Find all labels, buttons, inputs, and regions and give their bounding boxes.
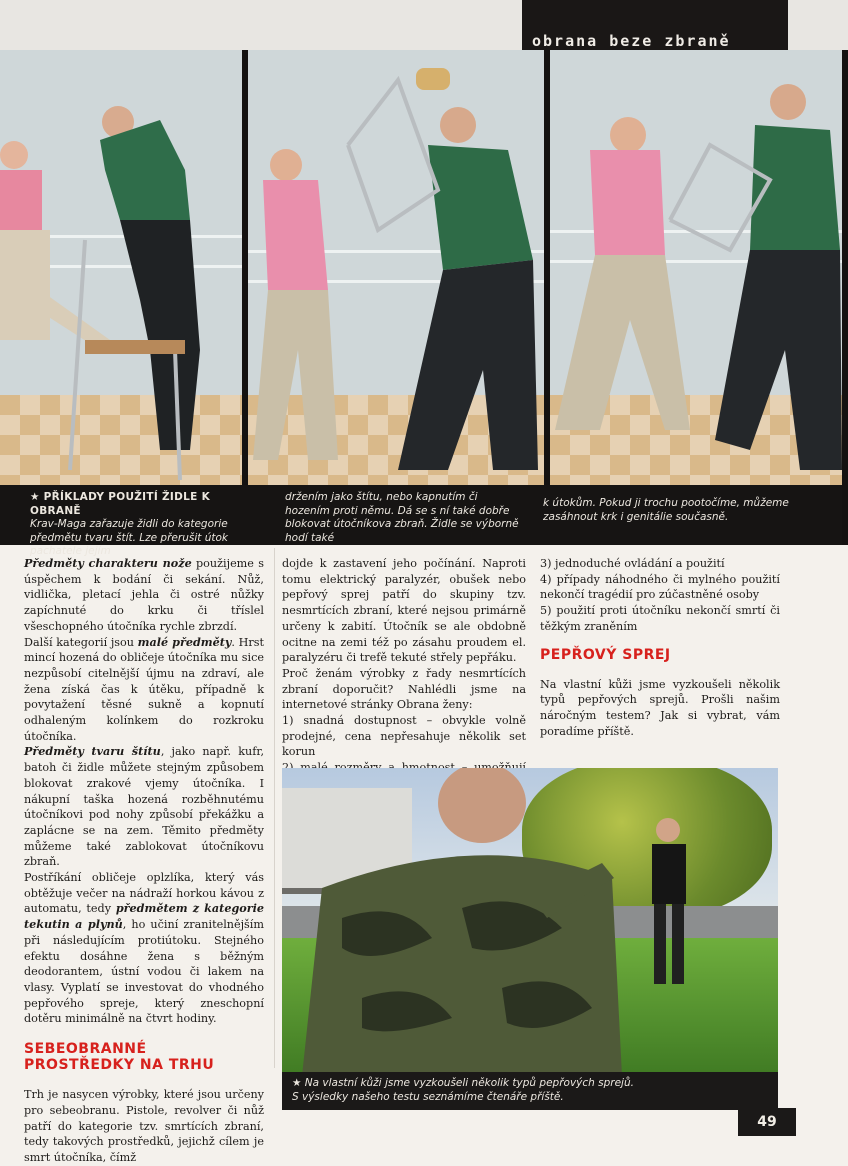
chair-photo-3	[550, 50, 842, 485]
list-item-5: 5) použití proti útočníku nekončí smrtí či těžkým zraněním	[540, 604, 780, 633]
chair-shield-illustration	[248, 50, 544, 485]
top-caption-text-3: k útokům. Pokud ji trochu pootočíme, můžeme zasáhnout krk i genitálie současně.	[543, 497, 789, 523]
paragraph-why: Proč ženám výrobky z řady nesmrtících zbraní doporučit? Nahlédli jsme na internetové stránky Obrana ženy:	[282, 666, 526, 712]
section-title: obrana beze zbraně	[532, 32, 731, 50]
article-column-3	[540, 556, 780, 739]
top-caption-col1	[30, 491, 245, 559]
paragraph-text: použijeme s úspěchem k bodání či sekání. Nůž, vidlička, pletací jehla či ostré nůžky zapíchnuté do krku či tříslel všeschopného útočníka rychle zbrzdí.	[24, 557, 264, 633]
page-number: 49	[738, 1108, 796, 1136]
paragraph-market: Trh je nasycen výrobky, které jsou určeny pro sebeobranu. Pistole, revolver či nůž patří do kategorie tzv. smrtících zbraní, tedy takových prostředků, jejichž cílem je smrt útočníka, čímž	[24, 1088, 264, 1164]
chair-photo-1	[0, 50, 242, 485]
bottom-caption-line-2: S výsledky našeho testu seznámíme čtenáře příště.	[292, 1091, 564, 1103]
chair-strike-illustration	[550, 50, 842, 485]
term-shield-objects: Předměty tvaru štítu	[24, 744, 161, 759]
term-knife-objects: Předměty charakteru nože	[24, 556, 192, 570]
top-caption-text-2: držením jako štítu, nebo kapnutím či hozením proti němu. Dá se s ní také dobře blokovat útočníkova zbraň. Židle se výborně hodí také	[285, 491, 519, 544]
term-liquids-gases: předmětem z kategorie tekutin a plynů	[24, 901, 264, 932]
paragraph-pepper-spray: Na vlastní kůži jsme vyzkoušeli několik typů pepřových sprejů. Prošli našim náročným testem? Jak si vybrat, vám poradíme příště.	[540, 677, 780, 738]
paragraph-small-objects	[24, 635, 264, 745]
paragraph-shield-objects	[24, 744, 264, 870]
paragraph-nonlethal: dojde k zastavení jeho počínání. Naproti tomu elektrický paralyzér, obušek nebo pepřový sprej patří do skupiny tzv. nesmrtících zbraní, které nejsou primárně určeny k zabití. Útočník se ale obdobně ocitne na zemi též po zásahu proudem el. paralyzéru či trefě tekuté střely pepřáku.	[282, 557, 526, 665]
list-item-1: 1) snadná dostupnost – obvykle volně prodejné, cena nepřesahuje několik set korun	[282, 714, 526, 759]
chair-photo-2	[248, 50, 544, 485]
bottom-caption-line-1: ★ Na vlastní kůži jsme vyzkoušeli několik typů pepřových sprejů.	[292, 1077, 634, 1089]
term-small-objects: malé předměty	[137, 634, 232, 649]
list-item-3: 3) jednoduché ovládání a použití	[540, 557, 725, 570]
paragraph-text: . Hrst mincí hozená do obličeje útočníka mu sice nezpůsobí citelnější újmu na zdraví, ale žena získá čas k útěku, případně k povytažení těsné sukně a kopnutí odhaleným kolínkem do rozkroku útočníka.	[24, 635, 264, 743]
top-caption-text-1: Krav-Maga zařazuje židli do kategorie předmětu tvaru štít. Lze přerušit útok pachatele jejím	[30, 518, 228, 557]
article-column-1	[24, 556, 264, 1166]
list-item-4: 4) případy náhodného či mylného použití nekončí tragédií pro zúčastněné osoby	[540, 572, 780, 602]
paragraph-liquids	[24, 870, 264, 1027]
paragraph-text: , jako např. kufr, batoh či židle můžete stejným způsobem blokovat zrakové vjemy útočníka. I nákupní taška hozená rozběhnutému útočníkovi pod nohy způsobí překážku a zaplácne se na zem. Těmito předměty můžeme také zablokovat útočníkovu zbraň.	[24, 745, 265, 869]
top-photo-strip	[0, 50, 848, 545]
pepper-spray-photo	[282, 768, 778, 1076]
article-column-2	[282, 556, 526, 792]
paragraph-text: Další kategorií jsou	[24, 635, 138, 649]
paragraph-knives	[24, 556, 264, 635]
spray-scene-illustration	[282, 768, 778, 1076]
section-heading-pepper-spray: PEPŘOVÝ SPREJ	[540, 646, 671, 663]
paragraph-text: Postříkání obličeje oplzlíka, který vás obtěžuje večer na nádraží horkou kávou z automatu, tedy	[24, 871, 264, 916]
paragraph-text: , ho učiní zranitelnějším při následujícím protiútoku. Stejného efektu dosáhne žena s běžným deodorantem, ústní vodou či lakem na vlasy. Vyplatí se investovat do vhodného pepřového spreje, který zneschopní dotěru minimálně na čtvrt hodiny.	[24, 918, 264, 1026]
bottom-caption-band	[282, 1072, 778, 1110]
section-heading-market: SEBEOBRANNÉ PROSTŘEDKY NA TRHU	[24, 1041, 215, 1074]
chair-kick-illustration	[0, 50, 242, 485]
column-divider-1	[274, 548, 275, 1068]
top-caption-heading: ★ PŘÍKLADY POUŽITÍ ŽIDLE K OBRANĚ	[30, 491, 211, 517]
